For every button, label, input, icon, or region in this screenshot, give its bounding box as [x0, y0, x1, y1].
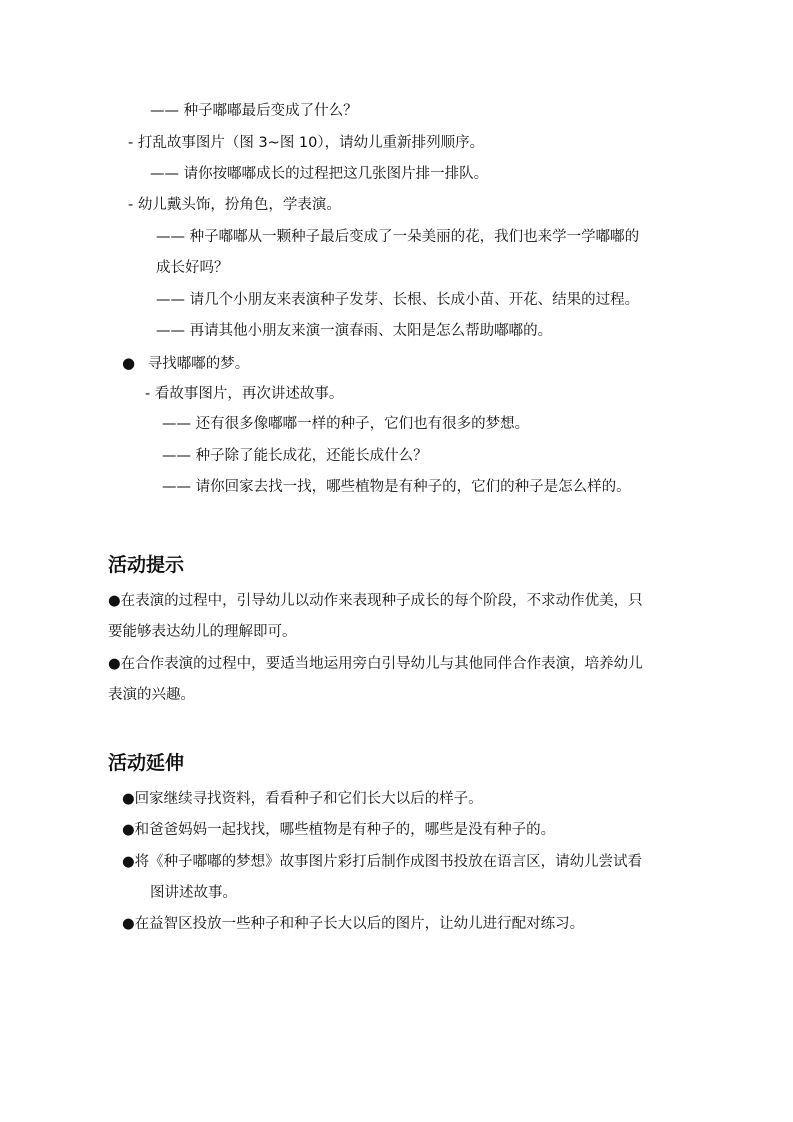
extension-item: ●回家继续寻找资料，看看种子和它们长大以后的样子。 — [122, 791, 483, 807]
step-line: - 看故事图片，再次讲述故事。 — [145, 386, 344, 402]
section-bullet-item — [122, 353, 249, 374]
tip-item-continued: 要能够表达幼儿的理解即可。 — [108, 624, 297, 640]
extension-item-continued: 图讲述故事。 — [150, 885, 237, 901]
dialogue-line: —— 种子嘟嘟最后变成了什么？ — [150, 103, 358, 119]
extension-item: ●在益智区投放一些种子和种子长大以后的图片，让幼儿进行配对练习。 — [122, 916, 585, 932]
step-line: - 打乱故事图片（图 3~图 10），请幼儿重新排列顺序。 — [128, 135, 485, 151]
step-line: - 幼儿戴头饰，扮角色，学表演。 — [128, 197, 341, 213]
bullet-icon: ● — [122, 354, 136, 372]
dialogue-line: —— 还有很多像嘟嘟一样的种子，它们也有很多的梦想。 — [162, 416, 530, 432]
dialogue-line: —— 种子除了能长成花，还能长成什么？ — [162, 448, 428, 464]
extension-item: ●和爸爸妈妈一起找找，哪些植物是有种子的，哪些是没有种子的。 — [122, 822, 556, 838]
tip-item: ●在表演的过程中，引导幼儿以动作来表现种子成长的每个阶段，不求动作优美，只 — [108, 593, 643, 609]
dialogue-line-continued: 成长好吗？ — [156, 260, 229, 276]
dialogue-line: —— 种子嘟嘟从一颗种子最后变成了一朵美丽的花，我们也来学一学嘟嘟的 — [156, 229, 640, 245]
dialogue-line: —— 请你回家去找一找，哪些植物是有种子的，它们的种子是怎么样的。 — [162, 479, 631, 495]
tip-item: ●在合作表演的过程中，要适当地运用旁白引导幼儿与其他同伴合作表演，培养幼儿 — [108, 656, 643, 672]
dialogue-line: —— 请你按嘟嘟成长的过程把这几张图片排一排队。 — [150, 166, 489, 182]
tip-item-continued: 表演的兴趣。 — [108, 687, 195, 703]
extension-item: ●将《种子嘟嘟的梦想》故事图片彩打后制作成图书投放在语言区，请幼儿尝试看 — [122, 854, 643, 870]
bullet-text: 寻找嘟嘟的梦。 — [147, 356, 250, 372]
extension-heading: 活动延伸 — [108, 752, 185, 774]
dialogue-line: —— 请几个小朋友来表演种子发芽、长根、长成小苗、开花、结果的过程。 — [156, 292, 640, 308]
tips-heading: 活动提示 — [108, 554, 185, 576]
dialogue-line: —— 再请其他小朋友来演一演春雨、太阳是怎么帮助嘟嘟的。 — [156, 323, 553, 339]
